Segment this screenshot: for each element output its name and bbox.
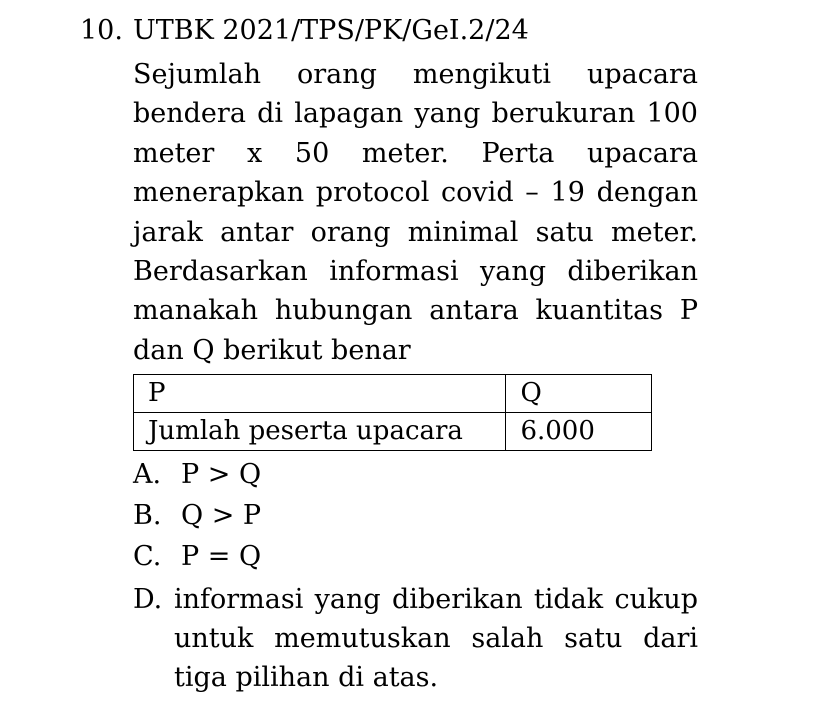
option-b[interactable]: [133, 497, 261, 535]
option-d-text: informasi yang diberikan tidak cukup untuk memutuskan salah satu dari tiga pilihan di atas.: [174, 584, 698, 693]
option-c-text: P = Q: [181, 541, 262, 572]
option-d-letter: D.: [133, 584, 163, 615]
table-cell-p: Jumlah peserta upacara: [134, 413, 506, 451]
quantity-table: [133, 374, 652, 451]
table-cell-q: 6.000: [506, 413, 652, 451]
option-a-letter: A.: [133, 459, 162, 490]
option-a-text: P > Q: [181, 459, 262, 490]
question-source: UTBK 2021/TPS/PK/GeI.2/24: [133, 15, 529, 46]
table-header-row: [134, 375, 652, 413]
option-b-text: Q > P: [181, 500, 262, 531]
option-d[interactable]: [133, 580, 698, 697]
option-c-letter: C.: [133, 541, 162, 572]
question-number: 10.: [80, 15, 123, 46]
table-header-p: P: [134, 375, 506, 413]
table-row: [134, 413, 652, 451]
option-c[interactable]: [133, 538, 261, 576]
table-header-q: Q: [506, 375, 652, 413]
option-a[interactable]: [133, 456, 261, 494]
question-stem: Sejumlah orang mengikuti upacara bendera di lapagan yang berukuran 100 meter x 50 meter. Perta upacara menerapkan protocol covid – 19 dengan jarak antar orang minimal satu meter. Berdasarkan informasi yang diberikan manakah hubungan antara kuantitas P dan Q berikut benar: [133, 59, 698, 366]
option-b-letter: B.: [133, 500, 162, 531]
